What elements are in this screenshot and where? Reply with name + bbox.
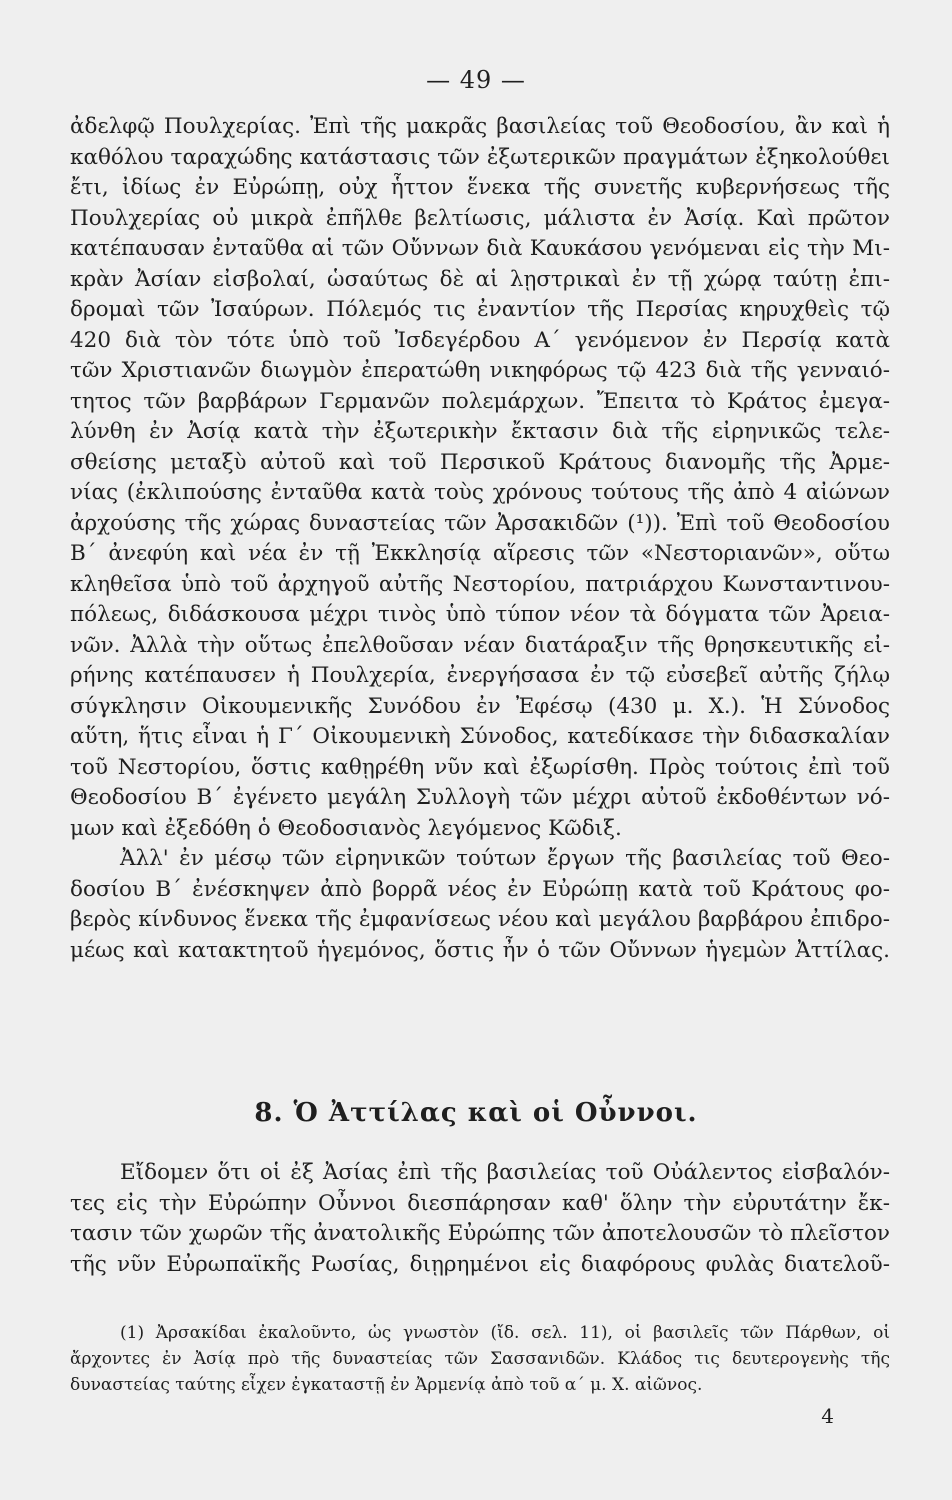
text-line: ἀρχούσης τῆς χώρας δυναστείας τῶν Ἀρσακιδῶν (¹)). Ἐπὶ τοῦ Θεοδοσίου bbox=[70, 510, 890, 536]
text-line: ρήνης κατέπαυσεν ἡ Πουλχερία, ἐνεργήσασα ἐν τῷ εὐσεβεῖ αὐτῆς ζήλῳ bbox=[70, 663, 890, 688]
text-line: αὕτη, ἥτις εἶναι ἡ Γ΄ Οἰκουμενικὴ Σύνοδος, κατεδίκασε τὴν διδασκαλίαν bbox=[70, 724, 890, 749]
text-line: κληθεῖσα ὑπὸ τοῦ ἀρχηγοῦ αὐτῆς Νεστορίου, πατριάρχου Κωνσταντινου- bbox=[70, 571, 890, 597]
text-line: νῶν. Ἀλλὰ τὴν οὕτως ἐπελθοῦσαν νέαν διατάραξιν τῆς θρησκευτικῆς εἰ- bbox=[70, 632, 890, 658]
text-line: δρομαὶ τῶν Ἰσαύρων. Πόλεμός τις ἐναντίον τῆς Περσίας κηρυχθεὶς τῷ bbox=[70, 297, 890, 322]
text-line: ἀδελφῷ Πουλχερίας. Ἐπὶ τῆς μακρᾶς βασιλείας τοῦ Θεοδοσίου, ἂν καὶ ἡ bbox=[70, 114, 890, 139]
text-line: δοσίου Β΄ ἐνέσκηψεν ἀπὸ βορρᾶ νέος ἐν Εὐρώπῃ κατὰ τοῦ Κράτους φο- bbox=[70, 876, 890, 902]
main-text bbox=[70, 112, 890, 966]
text-line: τητος τῶν βαρβάρων Γερμανῶν πολεμάρχων. Ἔπειτα τὸ Κράτος ἐμεγα- bbox=[70, 388, 890, 414]
text-line: 420 διὰ τὸν τότε ὑπὸ τοῦ Ἰσδεγέρδου Α΄ γενόμενον ἐν Περσίᾳ κατὰ bbox=[70, 327, 890, 353]
text-line: Ἀλλ' ἐν μέσῳ τῶν εἰρηνικῶν τούτων ἔργων τῆς βασιλείας τοῦ Θεο- bbox=[120, 846, 890, 871]
text-line: τες εἰς τὴν Εὐρώπην Οὖννοι διεσπάρησαν καθ' ὅλην τὴν εὐρυτάτην ἔκ- bbox=[70, 1190, 890, 1216]
text-line: σθείσης μεταξὺ αὐτοῦ καὶ τοῦ Περσικοῦ Κράτους διανομῆς τῆς Ἀρμε- bbox=[70, 449, 890, 475]
text-line: πόλεως, διδάσκουσα μέχρι τινὸς ὑπὸ τύπον νέον τὰ δόγματα τῶν Ἀρεια- bbox=[70, 602, 890, 627]
section-heading: 8. Ὁ Ἀττίλας καὶ οἱ Οὖννοι. bbox=[254, 1098, 698, 1128]
text-line: σύγκλησιν Οἰκουμενικῆς Συνόδου ἐν Ἐφέσῳ (430 μ. Χ.). Ἡ Σύνοδος bbox=[70, 693, 890, 719]
page-number: — 49 — bbox=[426, 66, 526, 94]
text-line: Θεοδοσίου Β΄ ἐγένετο μεγάλη Συλλογὴ τῶν μέχρι αὐτοῦ ἐκδοθέντων νό- bbox=[70, 785, 890, 810]
footnote-line: δυναστείας ταύτης εἶχεν ἐγκαταστῇ ἐν Ἀρμενίᾳ ἀπὸ τοῦ α΄ μ. Χ. αἰῶνος. bbox=[70, 1375, 703, 1395]
text-line: τῆς νῦν Εὐρωπαϊκῆς Ρωσίας, διῃρημένοι εἰς διαφόρους φυλὰς διατελοῦ- bbox=[70, 1251, 890, 1277]
text-line: μέως καὶ κατακτητοῦ ἡγεμόνος, ὅστις ἦν ὁ τῶν Οὔννων ἡγεμὼν Ἀττίλας. bbox=[70, 937, 890, 963]
footnote-line: ἄρχοντες ἐν Ἀσίᾳ πρὸ τῆς δυναστείας τῶν Σασσανιδῶν. Κλάδος τις δευτερογενὴς τῆς bbox=[70, 1349, 890, 1369]
text-line: ἔτι, ἰδίως ἐν Εὐρώπῃ, οὐχ ἧττον ἕνεκα τῆς συνετῆς κυβερνήσεως τῆς bbox=[70, 175, 890, 200]
footnote-line: (1) Ἀρσακίδαι ἐκαλοῦντο, ὡς γνωστὸν (ἴδ. σελ. 11), οἱ βασιλεῖς τῶν Πάρθων, οἱ bbox=[120, 1323, 890, 1343]
text-line: νίας (ἐκλιπούσης ἐνταῦθα κατὰ τοὺς χρόνους τούτους τῆς ἀπὸ 4 αἰώνων bbox=[70, 480, 890, 505]
text-line: κρὰν Ἀσίαν εἰσβολαί, ὡσαύτως δὲ αἱ λῃστρικαὶ ἐν τῇ χώρᾳ ταύτῃ ἐπι- bbox=[70, 266, 890, 292]
text-line: τασιν τῶν χωρῶν τῆς ἀνατολικῆς Εὐρώπης τῶν ἀποτελουσῶν τὸ πλεῖστον bbox=[70, 1221, 890, 1246]
text-line: λύνθη ἐν Ἀσίᾳ κατὰ τὴν ἐξωτερικὴν ἔκτασιν διὰ τῆς εἰρηνικῶς τελε- bbox=[70, 419, 890, 444]
footnotes bbox=[70, 1320, 890, 1398]
text-line: καθόλου ταραχώδης κατάστασις τῶν ἐξωτερικῶν πραγμάτων ἐξηκολούθει bbox=[70, 144, 890, 170]
section-text bbox=[70, 1158, 890, 1280]
text-line: Πουλχερίας οὐ μικρὰ ἐπῆλθε βελτίωσις, μάλιστα ἐν Ἀσίᾳ. Καὶ πρῶτον bbox=[70, 205, 890, 231]
signature-mark: 4 bbox=[821, 1404, 834, 1428]
text-line: κατέπαυσαν ἐνταῦθα αἱ τῶν Οὔννων διὰ Καυκάσου γενόμεναι εἰς τὴν Μι- bbox=[70, 236, 890, 261]
text-line: βερὸς κίνδυνος ἕνεκα τῆς ἐμφανίσεως νέου καὶ μεγάλου βαρβάρου ἐπιδρο- bbox=[70, 907, 890, 932]
text-line: μων καὶ ἐξεδόθη ὁ Θεοδοσιανὸς λεγόμενος Κῶδιξ. bbox=[70, 815, 622, 841]
text-line: τῶν Χριστιανῶν διωγμὸν ἐπερατώθη νικηφόρως τῷ 423 διὰ τῆς γενναιό- bbox=[70, 358, 890, 383]
text-line: Εἴδομεν ὅτι οἱ ἐξ Ἀσίας ἐπὶ τῆς βασιλείας τοῦ Οὐάλεντος εἰσβαλόν- bbox=[120, 1160, 890, 1185]
text-line: Β΄ ἀνεφύη καὶ νέα ἐν τῇ Ἐκκλησίᾳ αἵρεσις τῶν «Νεστοριανῶν», οὕτω bbox=[70, 541, 890, 566]
text-line: τοῦ Νεστορίου, ὅστις καθῃρέθη νῦν καὶ ἐξωρίσθη. Πρὸς τούτοις ἐπὶ τοῦ bbox=[70, 754, 890, 780]
